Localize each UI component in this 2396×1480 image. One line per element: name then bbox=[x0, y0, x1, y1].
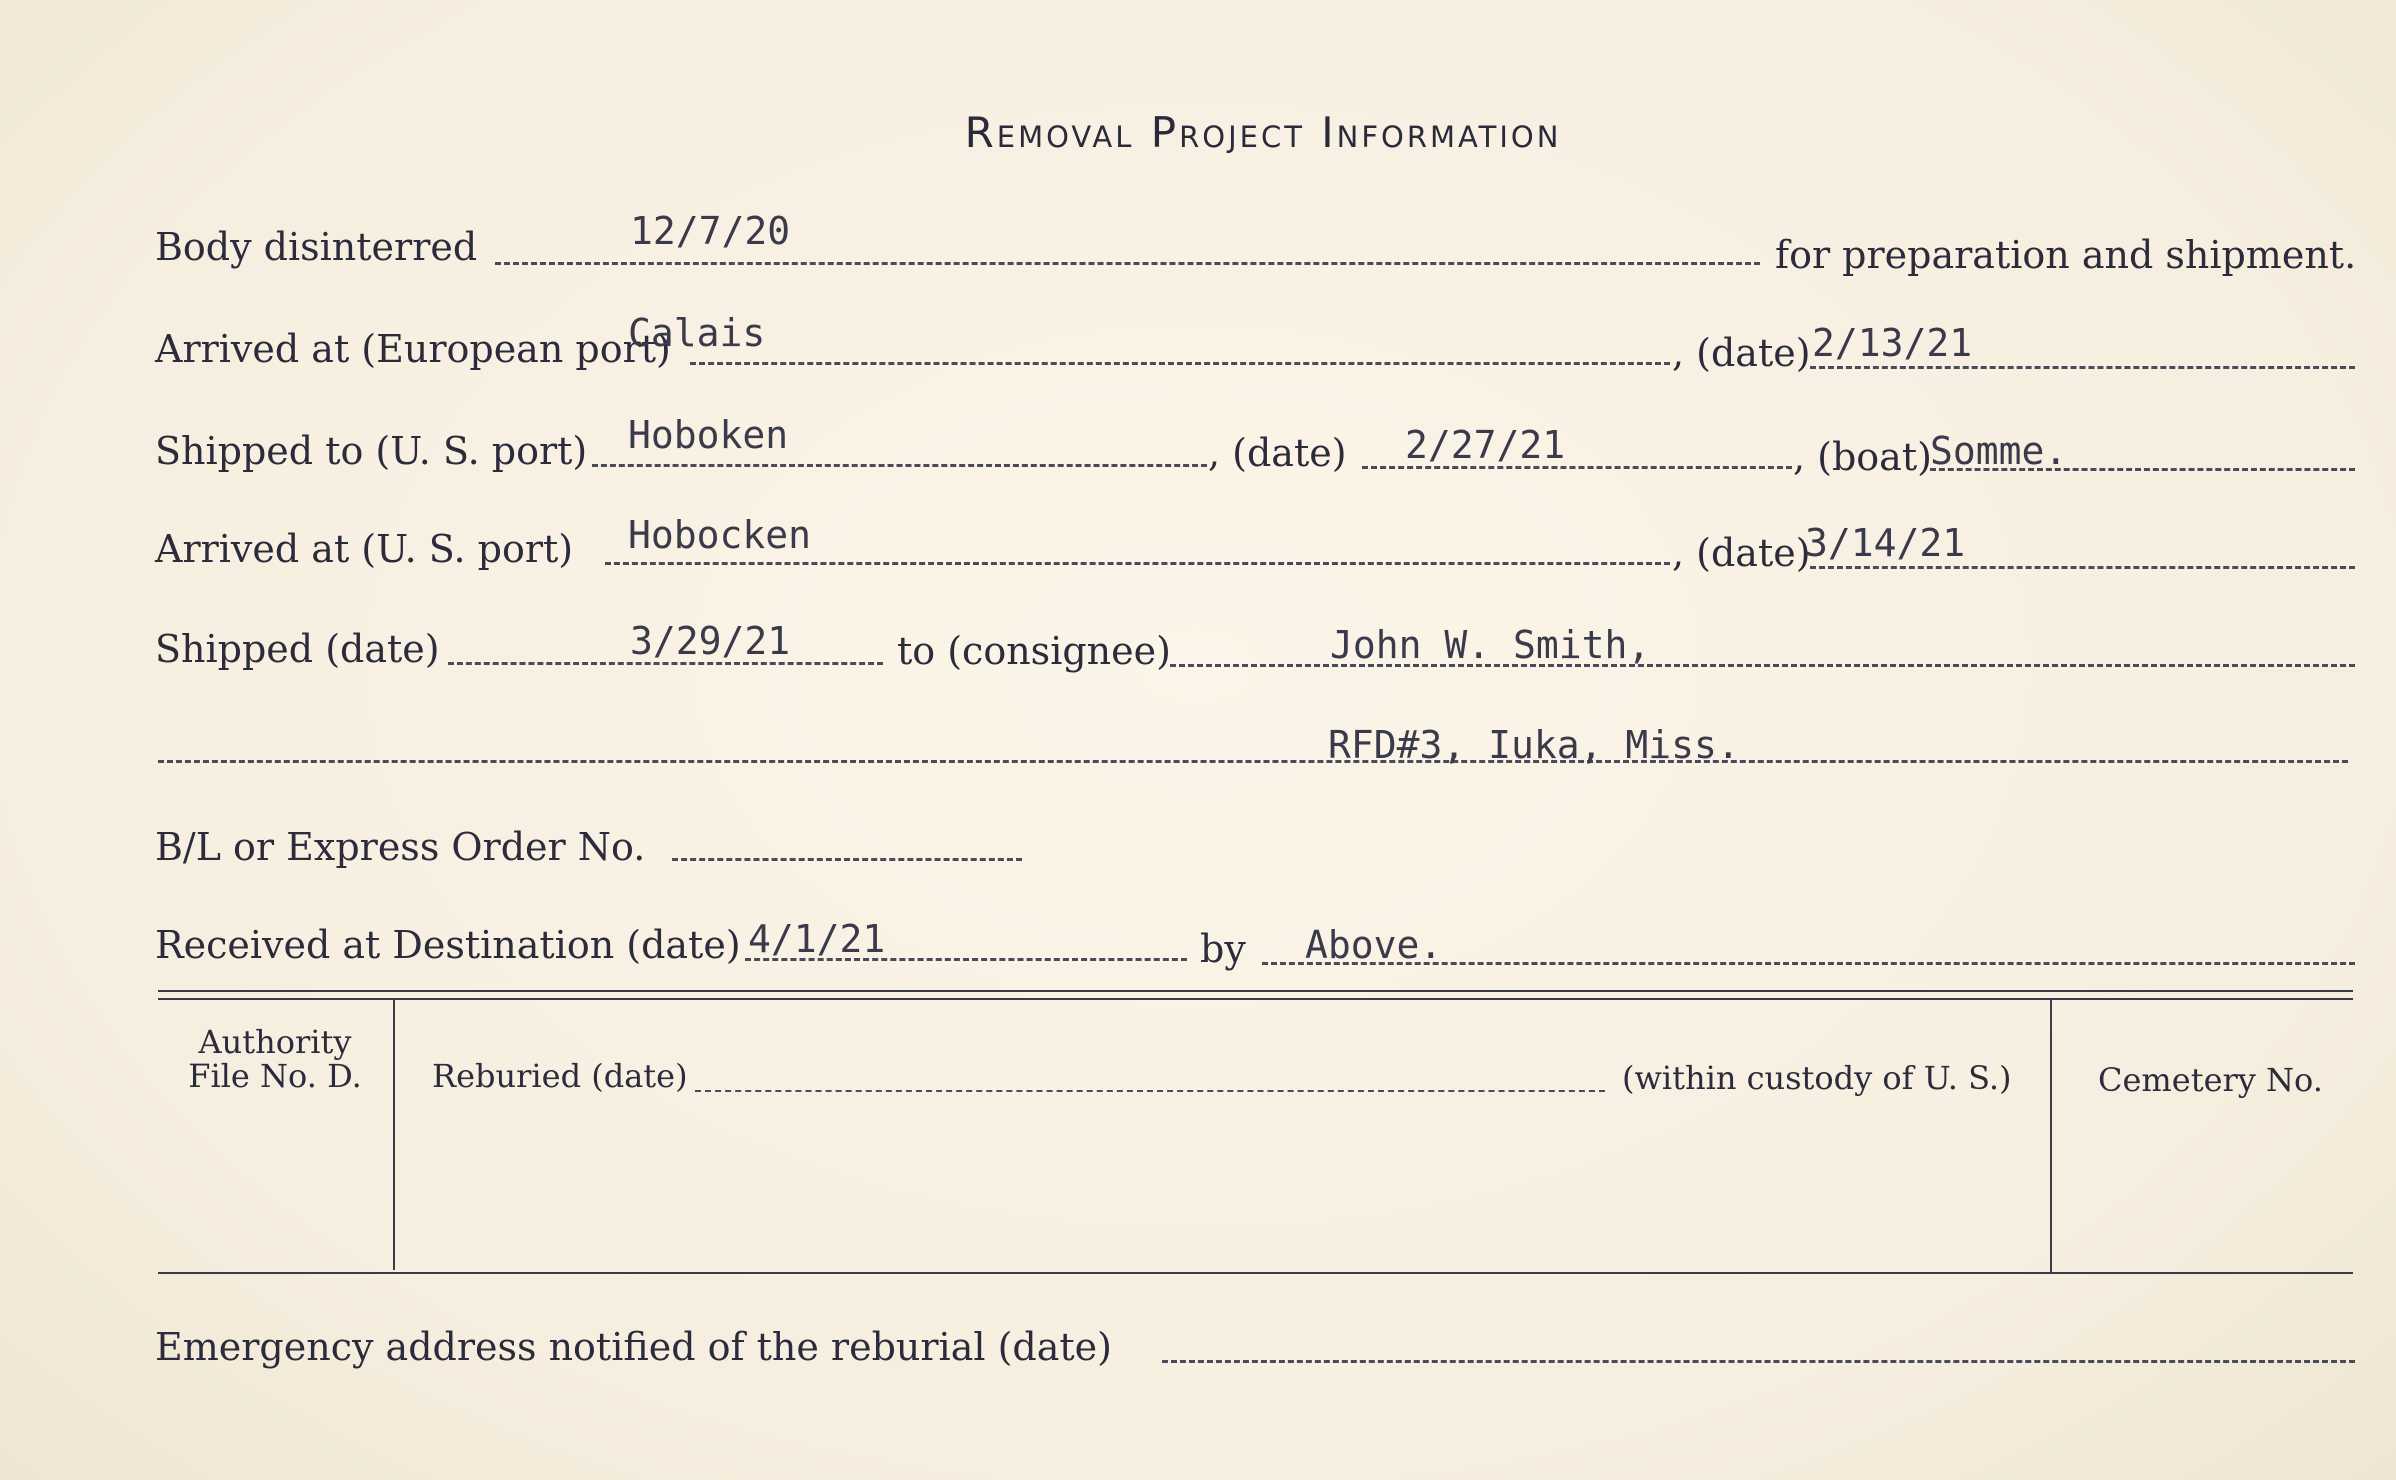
disinterred-suffix: for preparation and shipment. bbox=[1775, 233, 2357, 277]
reburied-label: Reburied (date) bbox=[432, 1057, 688, 1095]
arrived-europe-date: 2/13/21 bbox=[1812, 321, 1973, 365]
box-divider-right bbox=[2050, 998, 2052, 1274]
box-top-rule-2 bbox=[158, 998, 2353, 1000]
box-top-rule bbox=[158, 990, 2353, 992]
emergency-label: Emergency address notified of the reburial (date) bbox=[155, 1325, 1112, 1369]
disinterred-value: 12/7/20 bbox=[630, 209, 791, 253]
emergency-line bbox=[1162, 1360, 2355, 1363]
shipped-date-label: Shipped (date) bbox=[155, 627, 440, 671]
arrived-europe-date-label: , (date) bbox=[1672, 331, 1811, 375]
bl-line bbox=[672, 858, 1022, 861]
cemetery-label: Cemetery No. bbox=[2098, 1061, 2323, 1099]
arrived-europe-label: Arrived at (European port) bbox=[155, 327, 671, 371]
disinterred-label: Body disinterred bbox=[155, 225, 478, 269]
received-label: Received at Destination (date) bbox=[155, 923, 741, 967]
custody-label: (within custody of U. S.) bbox=[1622, 1059, 2012, 1097]
arrived-us-label: Arrived at (U. S. port) bbox=[155, 527, 574, 571]
shipped-us-boat: Somme. bbox=[1930, 429, 2068, 473]
box-divider-left bbox=[393, 998, 395, 1270]
arrived-us-date-label: , (date) bbox=[1672, 531, 1811, 575]
shipped-us-label: Shipped to (U. S. port) bbox=[155, 429, 588, 473]
consignee-label: to (consignee) bbox=[897, 629, 1171, 673]
box-bottom-rule bbox=[158, 1272, 2353, 1274]
consignee-address: RFD#3, Iuka, Miss. bbox=[1328, 723, 1740, 767]
shipped-us-date-label: , (date) bbox=[1208, 431, 1347, 475]
consignee-name: John W. Smith, bbox=[1330, 623, 1651, 667]
authority-label: Authority bbox=[198, 1023, 352, 1061]
arrived-us-line bbox=[605, 562, 1670, 565]
shipped-us-boat-label: , (boat) bbox=[1793, 435, 1932, 479]
authority-file-label: File No. D. bbox=[188, 1057, 362, 1095]
arrived-us-date-line bbox=[1810, 566, 2355, 569]
bl-label: B/L or Express Order No. bbox=[155, 825, 646, 869]
address-line bbox=[158, 760, 2348, 763]
received-by-label: by bbox=[1200, 927, 1246, 971]
card-title: Removal Project Information bbox=[964, 108, 1562, 157]
shipped-us-port: Hoboken bbox=[628, 413, 789, 457]
shipped-us-line bbox=[592, 464, 1207, 467]
reburied-line bbox=[695, 1090, 1605, 1092]
arrived-europe-port: Calais bbox=[628, 311, 766, 355]
arrived-us-port: Hobocken bbox=[628, 513, 812, 557]
shipped-us-date: 2/27/21 bbox=[1405, 423, 1566, 467]
arrived-us-date: 3/14/21 bbox=[1805, 521, 1966, 565]
shipped-date: 3/29/21 bbox=[630, 619, 791, 663]
received-by: Above. bbox=[1305, 923, 1443, 967]
disinterred-line bbox=[495, 262, 1760, 265]
arrived-europe-date-line bbox=[1810, 366, 2355, 369]
received-date: 4/1/21 bbox=[748, 917, 886, 961]
arrived-europe-line bbox=[690, 362, 1670, 365]
